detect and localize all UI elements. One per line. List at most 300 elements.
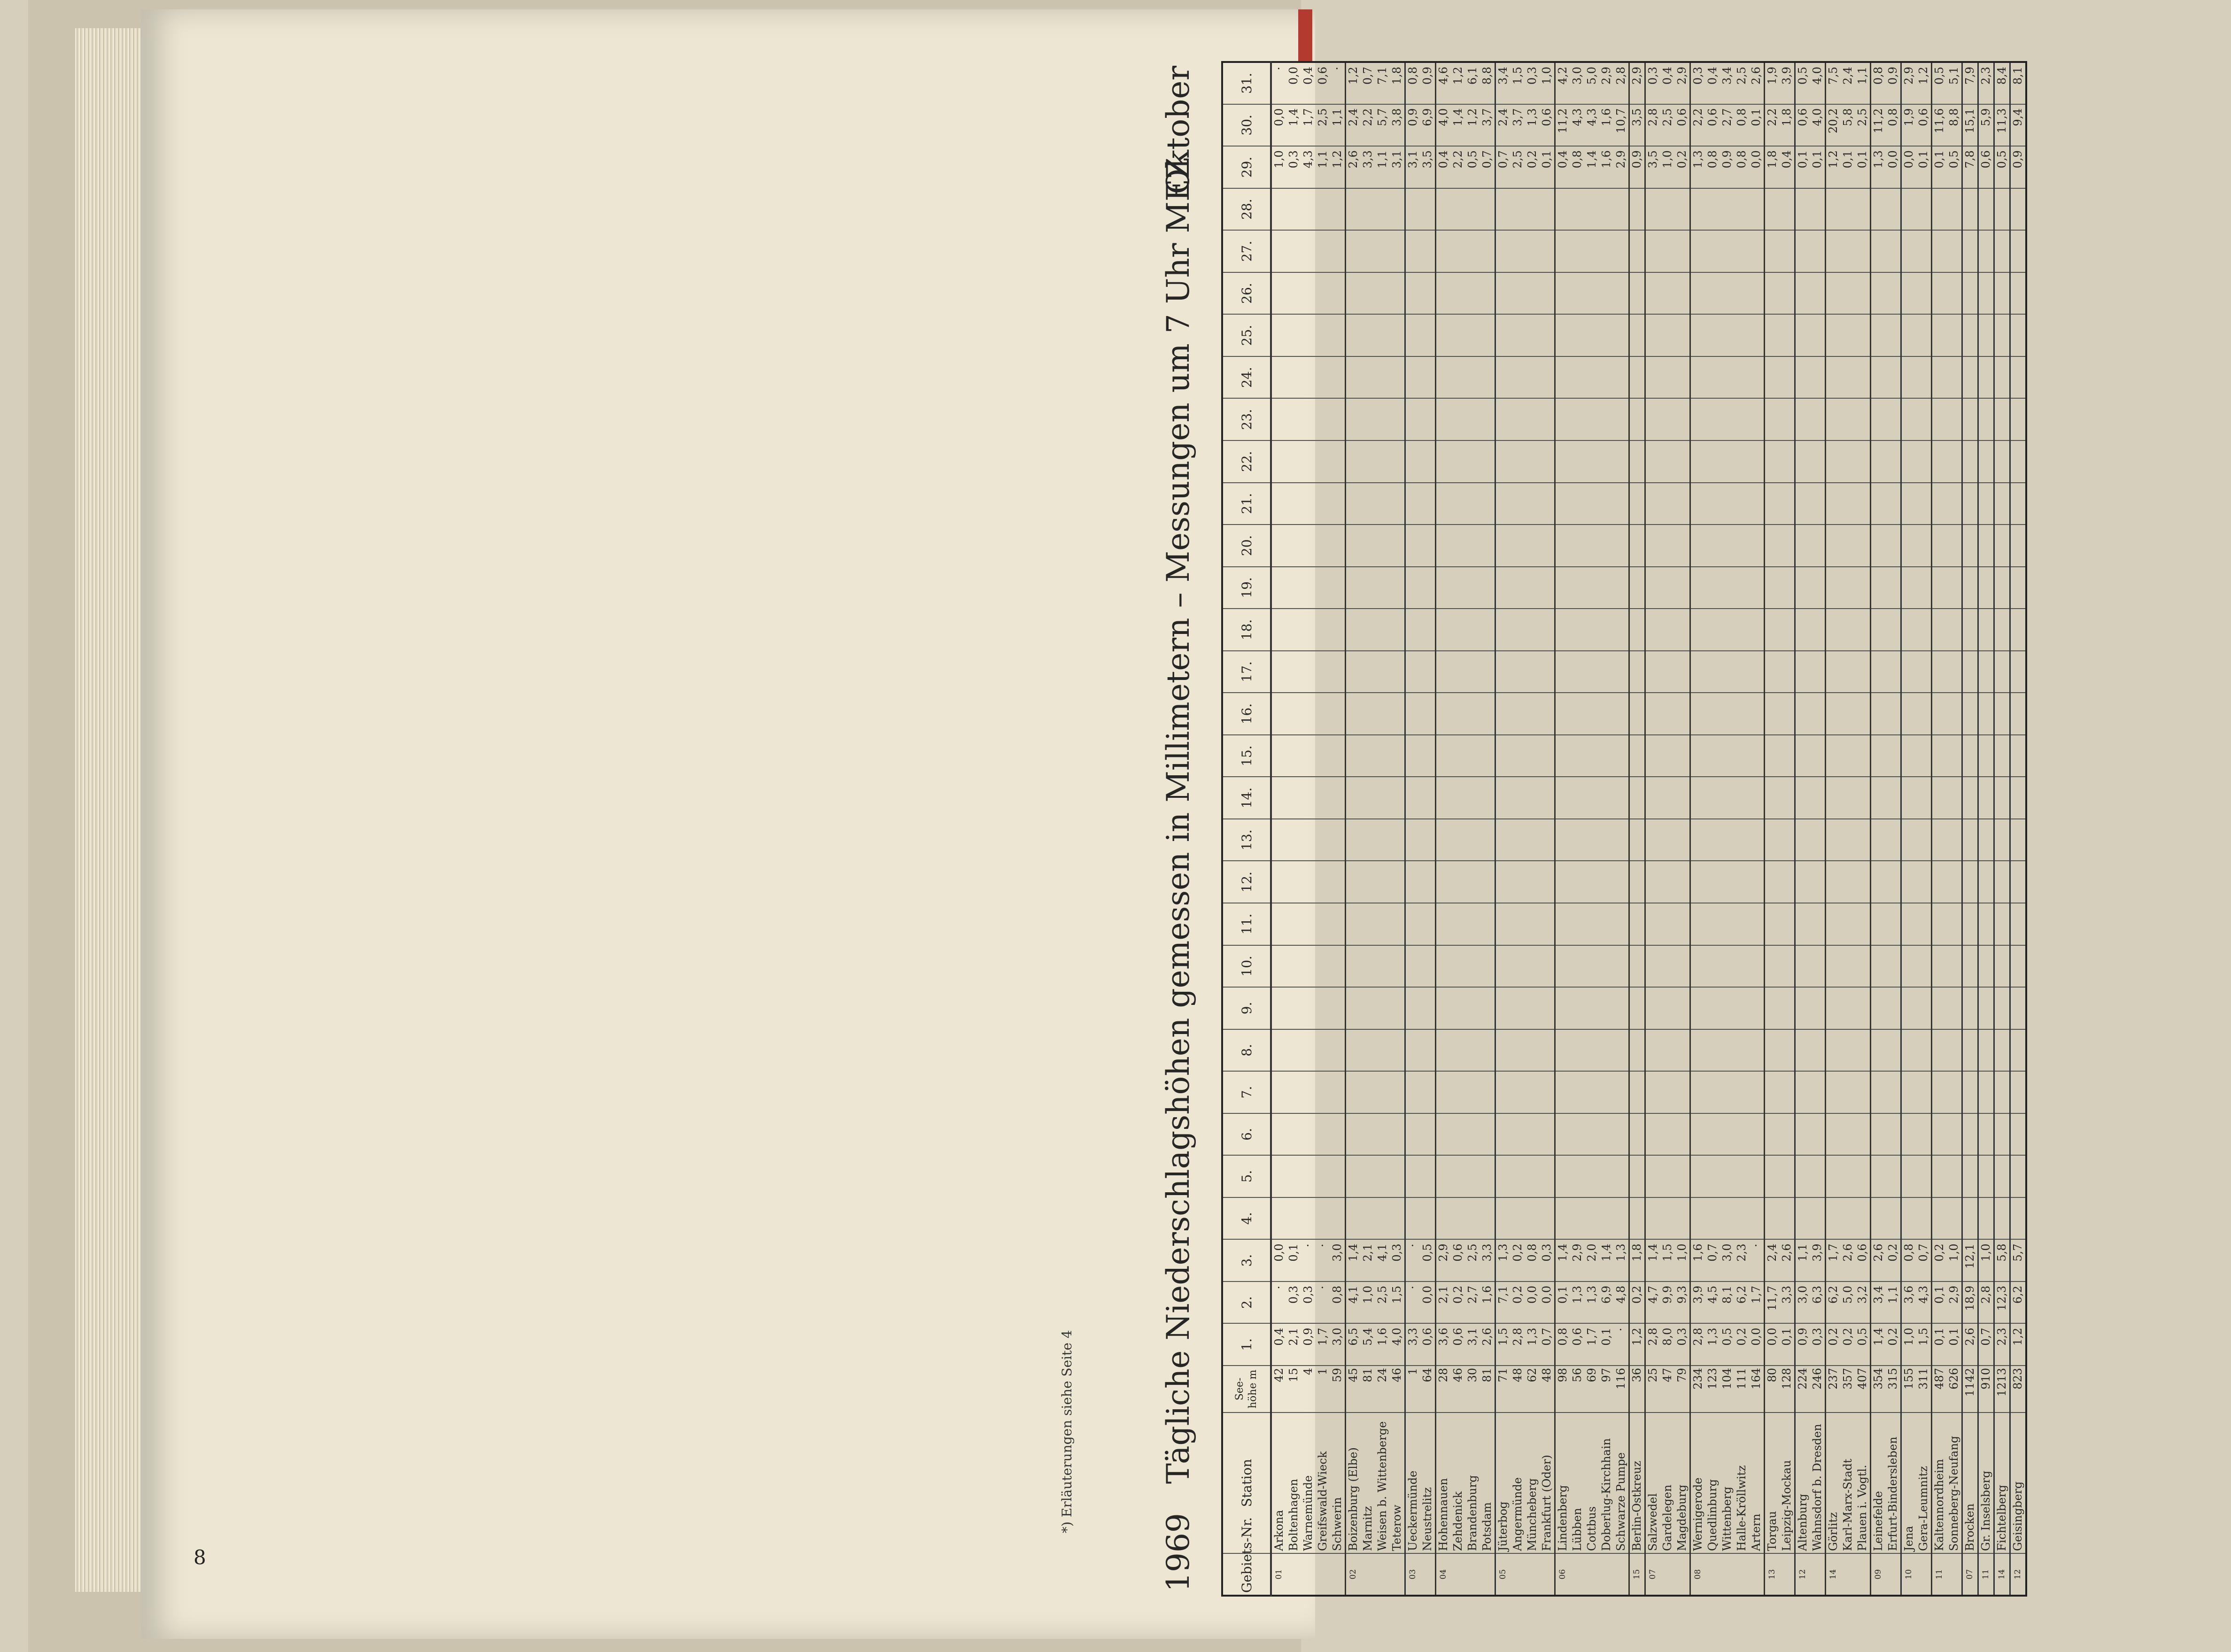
precip-value: [1978, 272, 1994, 315]
precip-value: 2,4: [1346, 104, 1361, 147]
precip-value: 2,2: [1451, 146, 1465, 188]
precip-value: [1555, 1197, 1571, 1240]
precip-value: [1540, 272, 1555, 315]
station-elevation: 407: [1855, 1366, 1871, 1413]
precip-value: [1705, 651, 1720, 693]
precip-value: [1947, 651, 1962, 693]
precip-value: [1810, 903, 1826, 945]
precip-value: [1735, 1029, 1749, 1072]
precip-value: [1465, 987, 1480, 1029]
precip-value: [1795, 398, 1811, 440]
precip-value: [1346, 693, 1361, 735]
precip-value: [1932, 440, 1947, 483]
station-name: Salzwedel: [1645, 1413, 1661, 1553]
precip-value: [1451, 272, 1465, 315]
precip-value: [1599, 230, 1614, 272]
precip-value: [1629, 440, 1645, 483]
precip-value: [1675, 230, 1690, 272]
precip-value: [1810, 483, 1826, 525]
precip-value: [1932, 819, 1947, 861]
precip-value: [1978, 1071, 1994, 1113]
precip-value: [1301, 525, 1316, 567]
station-name: Kaltennordheim: [1932, 1413, 1947, 1553]
precip-value: [1720, 1071, 1735, 1113]
precip-value: [2010, 483, 2027, 525]
page-title: [1151, 61, 1207, 1597]
precip-value: [1690, 651, 1706, 693]
precip-value: [1330, 188, 1346, 231]
precip-value: [1436, 440, 1451, 483]
precip-value: [1316, 693, 1330, 735]
precip-value: [1645, 483, 1661, 525]
precip-value: [1780, 483, 1795, 525]
precip-value: [1599, 945, 1614, 988]
group-code: 12: [1795, 1553, 1811, 1596]
group-code: 14: [1994, 1553, 2010, 1596]
precip-value: [1361, 314, 1375, 356]
station-elevation: 79: [1675, 1366, 1690, 1413]
precip-value: [1916, 440, 1932, 483]
precip-value: [1947, 440, 1962, 483]
precip-value: [1570, 567, 1585, 609]
precip-value: [1436, 693, 1451, 735]
precip-value: 2,5: [1855, 104, 1871, 147]
station-name: Altenburg: [1795, 1413, 1811, 1553]
precip-value: [1660, 483, 1675, 525]
precip-value: [1645, 567, 1661, 609]
precip-value: 0,8: [1405, 62, 1421, 104]
precip-value: [1947, 903, 1962, 945]
precip-value: [1947, 483, 1962, 525]
precip-value: [1947, 609, 1962, 651]
group-code: 06: [1555, 1553, 1571, 1596]
precip-value: [1540, 188, 1555, 231]
precip-value: [1962, 903, 1978, 945]
precip-value: [1994, 1071, 2010, 1113]
precip-value: 1,7: [1826, 1239, 1841, 1281]
precip-value: [1780, 903, 1795, 945]
precip-value: 2,6: [1346, 146, 1361, 188]
precip-value: 1,1: [1795, 1239, 1811, 1281]
precip-value: 2,4: [1765, 1239, 1780, 1281]
group-code: [1947, 1553, 1962, 1596]
header-day: 21.: [1222, 483, 1271, 525]
precip-value: [1451, 188, 1465, 231]
precip-value: [1390, 483, 1405, 525]
precip-value: [1599, 314, 1614, 356]
group-code: [1599, 1553, 1614, 1596]
precip-value: [1765, 861, 1780, 903]
header-day: 19.: [1222, 567, 1271, 609]
precip-value: [1855, 230, 1871, 272]
precip-value: [1675, 651, 1690, 693]
precip-value: [1286, 735, 1301, 777]
precip-value: [1599, 609, 1614, 651]
precip-value: [1361, 188, 1375, 231]
precip-value: [1660, 230, 1675, 272]
precip-value: [1465, 903, 1480, 945]
precip-value: [1994, 1155, 2010, 1197]
precip-value: [1645, 440, 1661, 483]
precip-value: [1675, 1029, 1690, 1072]
precip-value: [1420, 356, 1436, 399]
precip-value: [1511, 567, 1525, 609]
precip-value: [1361, 356, 1375, 399]
precip-value: [1316, 272, 1330, 315]
precip-value: 0,4: [1780, 146, 1795, 188]
precip-value: [1525, 440, 1540, 483]
precip-value: [1525, 1155, 1540, 1197]
group-code: 12: [2010, 1553, 2027, 1596]
precip-value: 2,8: [1645, 1323, 1661, 1366]
precip-value: [1871, 1197, 1886, 1240]
precip-value: [1886, 483, 1901, 525]
precip-value: [1480, 356, 1495, 399]
table-row: [1947, 62, 1962, 1596]
precip-value: [1994, 230, 2010, 272]
precip-value: [1301, 398, 1316, 440]
precip-value: [1420, 272, 1436, 315]
precip-value: [1540, 1071, 1555, 1113]
precip-value: [1826, 230, 1841, 272]
precip-value: [1826, 440, 1841, 483]
precip-value: [1735, 356, 1749, 399]
precip-value: [1660, 1071, 1675, 1113]
precip-value: [1346, 188, 1361, 231]
precip-value: 1,3: [1525, 104, 1540, 147]
precip-value: [1841, 609, 1855, 651]
precip-value: 0,6: [1316, 62, 1330, 104]
precip-value: [1390, 819, 1405, 861]
precip-value: [1660, 1029, 1675, 1072]
precip-value: [1705, 861, 1720, 903]
precip-value: [1720, 272, 1735, 315]
precip-value: [1901, 440, 1917, 483]
precip-value: [1705, 398, 1720, 440]
precip-value: [1286, 861, 1301, 903]
precip-value: [1286, 440, 1301, 483]
group-code: [1720, 1553, 1735, 1596]
group-code: [1916, 1553, 1932, 1596]
precip-value: [1346, 819, 1361, 861]
precip-value: 2,8: [1511, 1323, 1525, 1366]
precip-value: [1994, 903, 2010, 945]
header-day: 14.: [1222, 777, 1271, 819]
precip-value: [1405, 777, 1421, 819]
precip-value: 0,5: [1932, 62, 1947, 104]
header-day: 12.: [1222, 861, 1271, 903]
precip-value: [1810, 609, 1826, 651]
station-name: Görlitz: [1826, 1413, 1841, 1553]
precip-value: [1660, 525, 1675, 567]
precip-value: [1286, 188, 1301, 231]
precip-value: 0,3: [1540, 1239, 1555, 1281]
precip-value: [1916, 903, 1932, 945]
precip-value: 0,1: [1749, 104, 1765, 147]
precip-value: [1570, 945, 1585, 988]
precip-value: [2010, 188, 2027, 231]
precip-value: [1599, 819, 1614, 861]
precip-value: 7,9: [1962, 62, 1978, 104]
precip-value: [1826, 609, 1841, 651]
precip-value: [1361, 945, 1375, 988]
precip-value: [1525, 483, 1540, 525]
precip-value: [1749, 356, 1765, 399]
precip-value: 5,0: [1841, 1281, 1855, 1324]
precip-value: [1555, 651, 1571, 693]
precip-value: 6,5: [1346, 1323, 1361, 1366]
precip-value: [1749, 1071, 1765, 1113]
precip-value: [1599, 356, 1614, 399]
group-code: 04: [1436, 1553, 1451, 1596]
precip-value: [1540, 567, 1555, 609]
precip-value: [1271, 777, 1286, 819]
precip-value: 2,8: [1645, 104, 1661, 147]
precip-value: [1855, 987, 1871, 1029]
precip-value: [1570, 819, 1585, 861]
precip-value: [1765, 314, 1780, 356]
header-day: 8.: [1222, 1029, 1271, 1072]
precip-value: [1390, 735, 1405, 777]
station-elevation: 1: [1316, 1366, 1330, 1413]
precip-value: [1480, 693, 1495, 735]
precip-value: [1375, 188, 1390, 231]
precip-value: [1826, 567, 1841, 609]
table-row: [1645, 62, 1661, 1596]
group-code: [1511, 1553, 1525, 1596]
precip-value: [1555, 987, 1571, 1029]
precip-value: [1690, 987, 1706, 1029]
precip-value: [1735, 609, 1749, 651]
precip-value: [1316, 651, 1330, 693]
precip-value: [1795, 314, 1811, 356]
precip-value: [1540, 230, 1555, 272]
precip-value: [1855, 861, 1871, 903]
precipitation-table: [1221, 61, 2027, 1597]
precip-value: [1599, 861, 1614, 903]
precip-value: [1780, 188, 1795, 231]
precip-value: [1841, 693, 1855, 735]
precip-value: [1826, 651, 1841, 693]
station-elevation: 237: [1826, 1366, 1841, 1413]
precip-value: [1390, 1113, 1405, 1156]
precip-value: [1795, 945, 1811, 988]
precip-value: [1810, 188, 1826, 231]
precip-value: [1301, 1155, 1316, 1197]
precip-value: [1451, 1113, 1465, 1156]
precip-value: [1994, 398, 2010, 440]
precip-value: [1795, 483, 1811, 525]
precip-value: 0,8: [1330, 1281, 1346, 1324]
group-code: [1301, 1553, 1316, 1596]
precip-value: 3,9: [1690, 1281, 1706, 1324]
precip-value: [1720, 230, 1735, 272]
table-row: [1451, 62, 1465, 1596]
group-code: 03: [1405, 1553, 1421, 1596]
precip-value: [1405, 861, 1421, 903]
precip-value: [1599, 651, 1614, 693]
precip-value: 2,4: [1841, 62, 1855, 104]
station-elevation: 224: [1795, 1366, 1811, 1413]
precip-value: [1316, 398, 1330, 440]
precip-value: [1780, 272, 1795, 315]
precip-value: [1795, 693, 1811, 735]
precip-value: [1420, 735, 1436, 777]
precip-value: [1705, 567, 1720, 609]
precip-value: [1495, 735, 1511, 777]
precip-value: [1465, 272, 1480, 315]
precip-value: 3,0: [1795, 1281, 1811, 1324]
precip-value: 7,1: [1495, 1281, 1511, 1324]
precip-value: [2010, 567, 2027, 609]
precip-value: [1735, 1113, 1749, 1156]
precip-value: [1436, 356, 1451, 399]
table-row: [1962, 62, 1978, 1596]
precip-value: [1525, 819, 1540, 861]
precip-value: [1675, 1197, 1690, 1240]
precip-value: [1420, 1029, 1436, 1072]
precip-value: 0,6: [1570, 1323, 1585, 1366]
precip-value: [1599, 525, 1614, 567]
precip-value: [1962, 1071, 1978, 1113]
precip-value: [1916, 1071, 1932, 1113]
precip-value: [1286, 398, 1301, 440]
precip-value: 11,7: [1765, 1281, 1780, 1324]
precip-value: [1660, 735, 1675, 777]
precip-value: [1585, 567, 1599, 609]
precip-value: [1570, 272, 1585, 315]
precip-value: [1735, 735, 1749, 777]
precip-value: 0,1: [1916, 146, 1932, 188]
precip-value: [1978, 609, 1994, 651]
header-day: 6.: [1222, 1113, 1271, 1156]
precip-value: [2010, 1113, 2027, 1156]
station-elevation: 234: [1690, 1366, 1706, 1413]
precip-value: [1330, 567, 1346, 609]
precip-value: [1511, 440, 1525, 483]
precip-value: [1405, 440, 1421, 483]
precip-value: [1480, 1155, 1495, 1197]
precip-value: [1540, 1113, 1555, 1156]
precip-value: [1735, 230, 1749, 272]
precip-value: [1660, 1113, 1675, 1156]
precip-value: [1614, 567, 1629, 609]
precip-value: [1978, 567, 1994, 609]
precip-value: [1495, 861, 1511, 903]
precip-value: 2,5: [1660, 104, 1675, 147]
precip-value: [1346, 1113, 1361, 1156]
precip-value: [1361, 819, 1375, 861]
header-day: 4.: [1222, 1197, 1271, 1240]
station-elevation: 164: [1749, 1366, 1765, 1413]
station-name: Geisingberg: [2010, 1413, 2027, 1553]
table-body: [1271, 62, 2026, 1596]
precip-value: [1301, 188, 1316, 231]
station-name: Schwerin: [1330, 1413, 1346, 1553]
precip-value: 4,3: [1570, 104, 1585, 147]
precip-value: [1271, 987, 1286, 1029]
precip-value: [1436, 903, 1451, 945]
station-elevation: 1213: [1994, 1366, 2010, 1413]
precip-value: [1451, 1071, 1465, 1113]
station-name: Erfurt-Bindersleben: [1886, 1413, 1901, 1553]
precip-value: 6,9: [1420, 104, 1436, 147]
precip-value: [1316, 903, 1330, 945]
header-day: 25.: [1222, 314, 1271, 356]
precip-value: [1962, 945, 1978, 988]
station-name: Gardelegen: [1660, 1413, 1675, 1553]
precip-value: [1495, 777, 1511, 819]
precip-value: [1451, 693, 1465, 735]
precip-value: [1301, 903, 1316, 945]
precip-value: [1660, 1155, 1675, 1197]
precip-value: [1451, 861, 1465, 903]
precip-value: [1749, 440, 1765, 483]
header-day: 23.: [1222, 398, 1271, 440]
precip-value: [1978, 230, 1994, 272]
precip-value: [1301, 314, 1316, 356]
precip-value: 0,3: [1390, 1239, 1405, 1281]
precip-value: [1585, 230, 1599, 272]
precip-value: 1,6: [1599, 146, 1614, 188]
precip-value: [1451, 609, 1465, 651]
precip-value: 2,9: [1675, 62, 1690, 104]
precip-value: [1330, 525, 1346, 567]
precip-value: [1901, 272, 1917, 315]
precip-value: 1,1: [1375, 146, 1390, 188]
precip-value: 1,3: [1570, 1281, 1585, 1324]
precip-value: 0,9: [1886, 62, 1901, 104]
precip-value: [1947, 1155, 1962, 1197]
precip-value: 1,6: [1690, 1239, 1706, 1281]
precip-value: [1780, 1155, 1795, 1197]
precip-value: [1932, 735, 1947, 777]
station-name: Berlin-Ostkreuz: [1629, 1413, 1645, 1553]
precip-value: [1570, 987, 1585, 1029]
title-month: Oktober: [1160, 66, 1196, 194]
precip-value: [1540, 1029, 1555, 1072]
precip-value: [1346, 903, 1361, 945]
precip-value: [1932, 987, 1947, 1029]
precip-value: [1932, 1071, 1947, 1113]
precip-value: [1480, 1113, 1495, 1156]
precip-value: [1316, 819, 1330, 861]
precip-value: [1886, 356, 1901, 399]
precip-value: [1330, 735, 1346, 777]
precip-value: 2,8: [1978, 1281, 1994, 1324]
precip-value: [1765, 735, 1780, 777]
precip-value: [1316, 483, 1330, 525]
precip-value: 1,4: [1599, 1239, 1614, 1281]
precip-value: [1540, 398, 1555, 440]
station-elevation: 123: [1705, 1366, 1720, 1413]
precip-value: [1570, 735, 1585, 777]
precip-value: [1735, 398, 1749, 440]
precip-value: [1286, 693, 1301, 735]
precip-value: [1978, 651, 1994, 693]
precip-value: [1346, 1155, 1361, 1197]
header-day: 28.: [1222, 188, 1271, 231]
precip-value: [1947, 1113, 1962, 1156]
station-elevation: 80: [1765, 1366, 1780, 1413]
precip-value: [1599, 398, 1614, 440]
precip-value: 6,2: [2010, 1281, 2027, 1324]
precip-value: [1871, 1155, 1886, 1197]
precip-value: [1555, 567, 1571, 609]
precip-value: [1826, 1155, 1841, 1197]
precip-value: [1871, 693, 1886, 735]
precip-value: [1480, 525, 1495, 567]
